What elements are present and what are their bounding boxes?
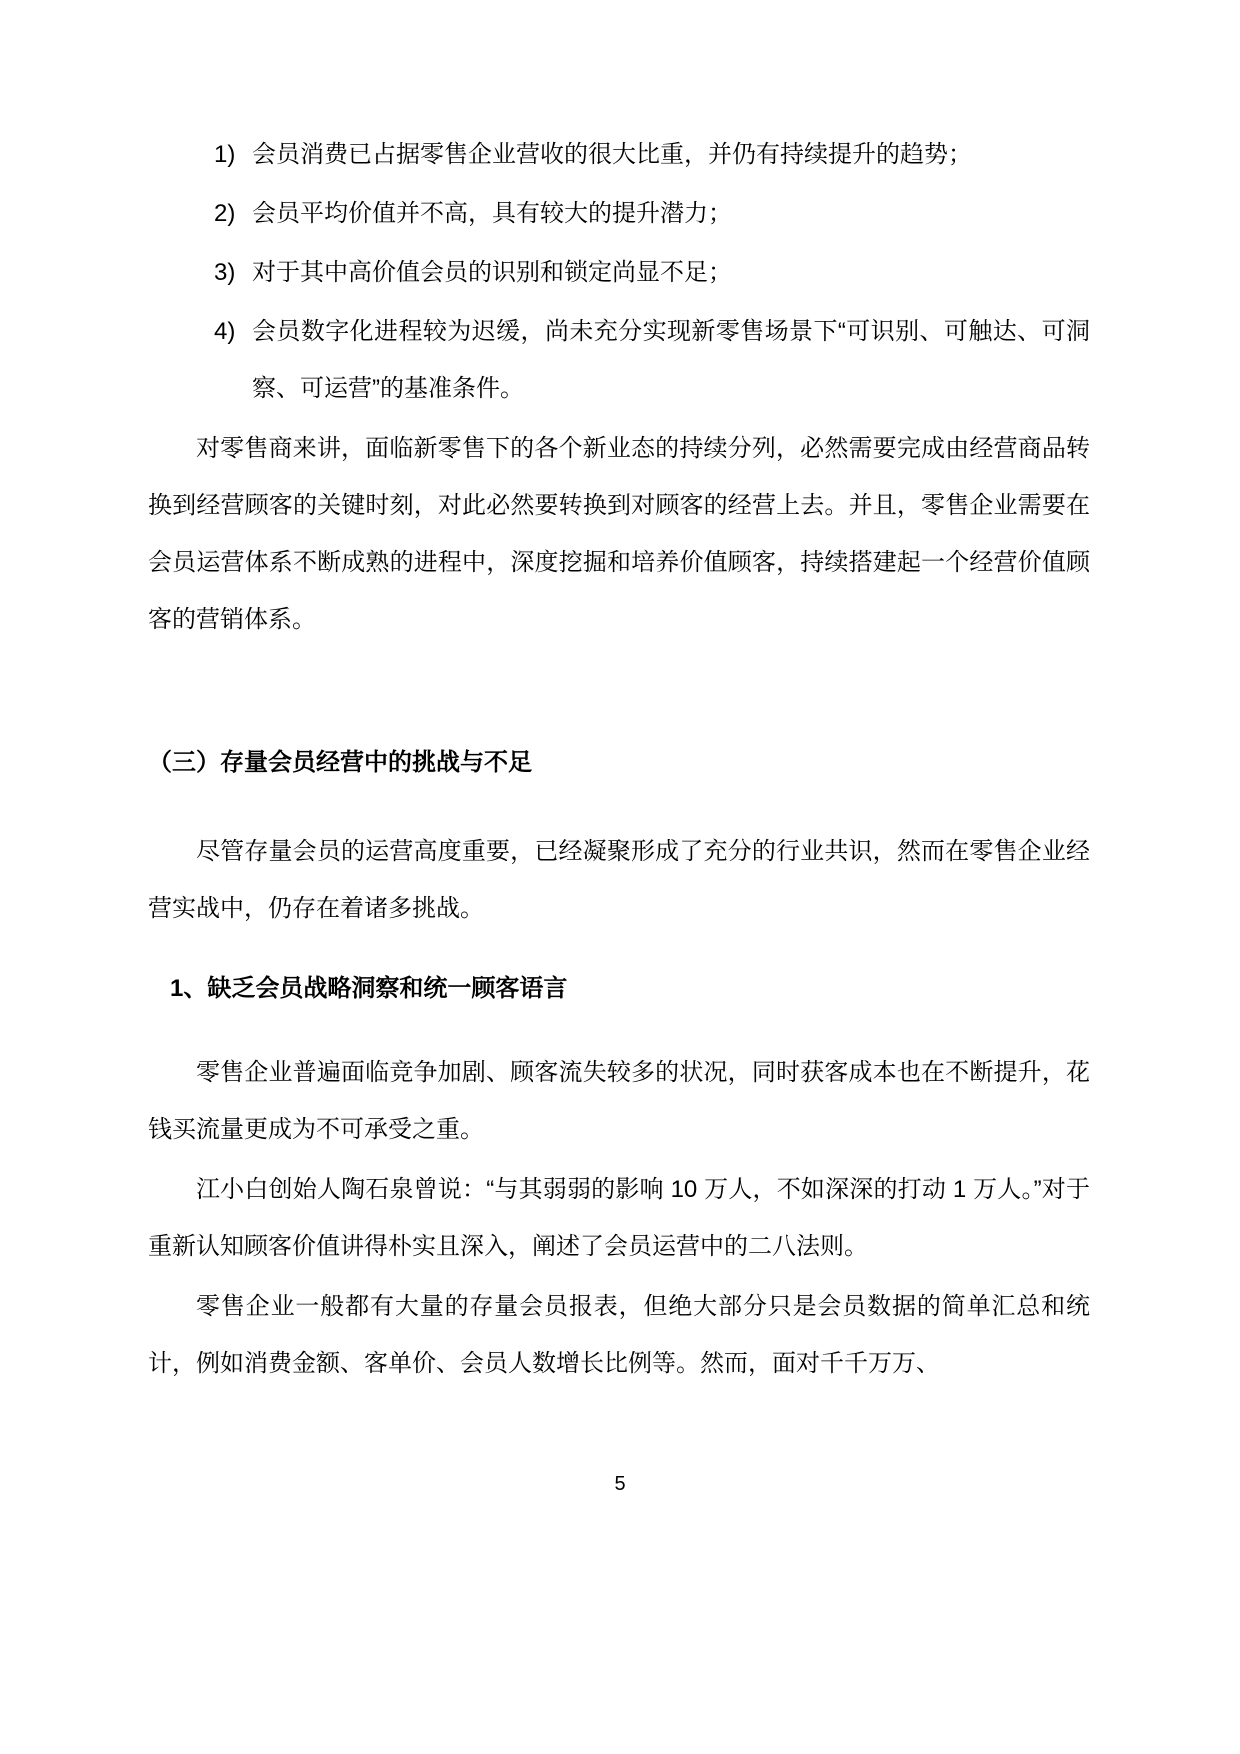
numbered-list [148, 126, 1090, 417]
list-item [148, 126, 1090, 183]
paragraph-competition: 零售企业普遍面临竞争加剧、顾客流失较多的状况，同时获客成本也在不断提升，花钱买流量更成为不可承受之重。 [148, 1059, 1090, 1143]
list-item-marker: 3) [214, 259, 236, 286]
section-heading: （三）存量会员经营中的挑战与不足 [148, 749, 532, 776]
page-number: 5 [614, 1473, 626, 1495]
paragraph-retailer-transition: 对零售商来讲，面临新零售下的各个新业态的持续分列，必然需要完成由经营商品转换到经营顾客的关键时刻，对此必然要转换到对顾客的经营上去。并且，零售企业需要在会员运营体系不断成熟的进程中，深度挖掘和培养价值顾客，持续搭建起一个经营价值顾客的营销体系。 [148, 435, 1090, 633]
paragraph-member-reports: 零售企业一般都有大量的存量会员报表，但绝大部分只是会员数据的简单汇总和统计，例如消费金额、客单价、会员人数增长比例等。然而，面对千千万万、 [148, 1293, 1090, 1377]
list-item [148, 244, 1090, 301]
paragraph-quote: 江小白创始人陶石泉曾说：“与其弱弱的影响 10 万人，不如深深的打动 1 万人。”对于重新认知顾客价值讲得朴实且深入，阐述了会员运营中的二八法则。 [148, 1176, 1090, 1260]
list-item-marker: 4) [214, 318, 236, 345]
list-item [148, 185, 1090, 242]
list-item [148, 303, 1090, 417]
list-item-marker: 1) [214, 141, 236, 168]
subsection-heading: 1、缺乏会员战略洞察和统一顾客语言 [170, 975, 568, 1002]
paragraph-industry-consensus: 尽管存量会员的运营高度重要，已经凝聚形成了充分的行业共识，然而在零售企业经营实战中，仍存在着诸多挑战。 [148, 838, 1090, 922]
list-item-text: 会员平均价值并不高，具有较大的提升潜力； [252, 200, 732, 227]
list-item-text: 会员数字化进程较为迟缓，尚未充分实现新零售场景下“可识别、可触达、可洞察、可运营”的基准条件。 [252, 318, 1090, 402]
list-item-text: 会员消费已占据零售企业营收的很大比重，并仍有持续提升的趋势； [252, 141, 972, 168]
list-item-marker: 2) [214, 200, 236, 227]
list-item-text: 对于其中高价值会员的识别和锁定尚显不足； [252, 259, 732, 286]
